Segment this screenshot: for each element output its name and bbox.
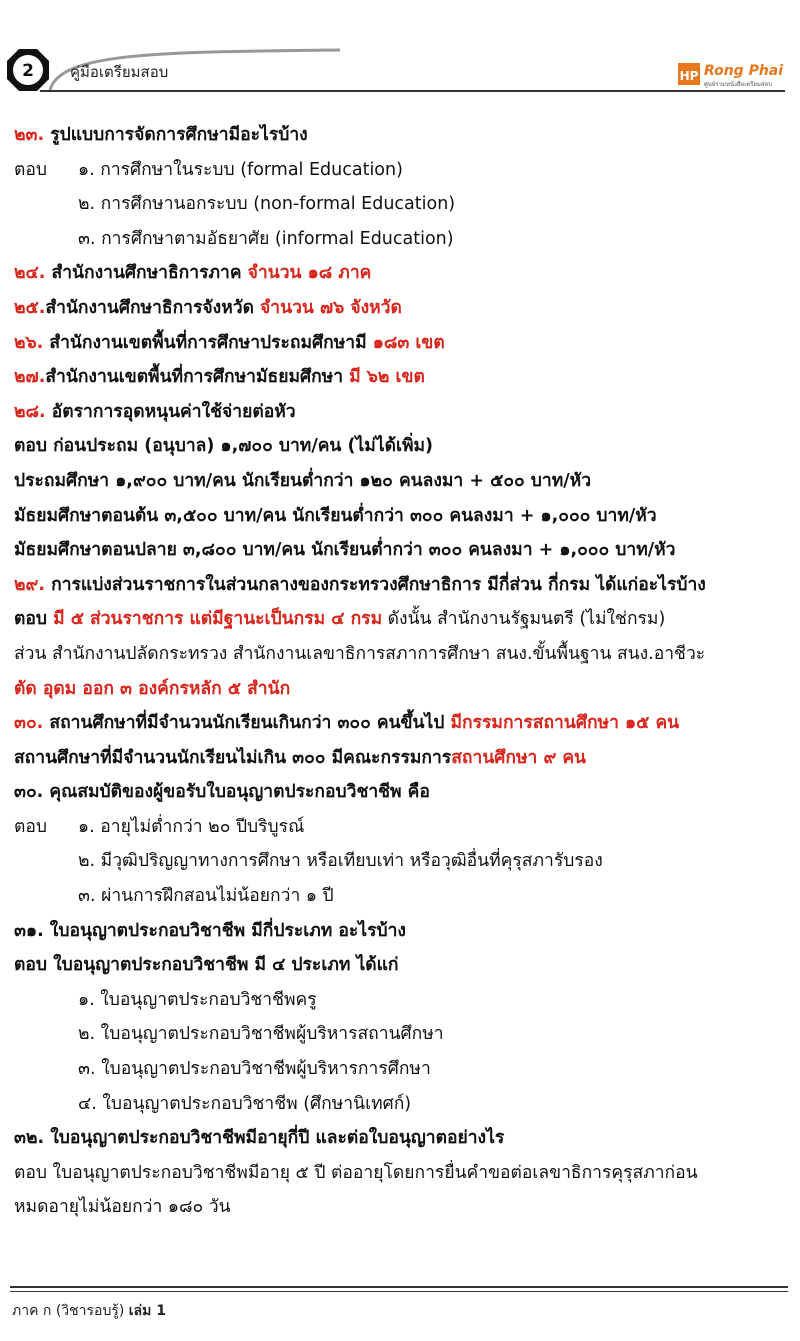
document-body	[14, 118, 786, 1225]
text-line	[14, 291, 786, 326]
text-segment: ส่วน สำนักงานปลัดกระทรวง สำนักงานเลขาธิการสภาการศึกษา สนง.ขั้นพื้นฐาน สนง.อาชีวะ	[14, 643, 706, 664]
text-segment: หมดอายุไม่น้อยกว่า ๑๘๐ วัน	[14, 1197, 231, 1218]
text-line	[14, 499, 786, 534]
text-segment: สำนักงานเขตพื้นที่การศึกษามัธยมศึกษา	[45, 367, 350, 388]
text-line	[14, 1087, 786, 1122]
text-segment: มัธยมศึกษาตอนต้น ๓,๕๐๐ บาท/คน นักเรียนต่ำกว่า ๓๐๐ คนลงมา + ๑,๐๐๐ บาท/หัว	[14, 505, 657, 526]
text-segment: ตอบ ก่อนประถม (อนุบาล) ๑,๗๐๐ บาท/คน (ไม่ได้เพิ่ม)	[14, 436, 434, 457]
text-segment: ดังนั้น สำนักงานรัฐมนตรี (ไม่ใช่กรม)	[382, 609, 666, 630]
text-segment: ๓. การศึกษาตามอัธยาศัย (informal Education)	[78, 228, 454, 249]
text-segment: ๒๕.	[14, 297, 46, 318]
text-segment: ๑. การศึกษาในระบบ (formal Education)	[78, 159, 403, 180]
text-segment: มี ๖๒ เขต	[349, 367, 425, 388]
footer-section-label: ภาค ก (วิชารอบรู้)	[12, 1303, 129, 1319]
text-line	[14, 568, 786, 603]
text-line	[14, 256, 786, 291]
header-title: คู่มือเตรียมสอบ	[70, 63, 169, 81]
text-segment: ๒๘.	[14, 401, 52, 422]
text-segment: ๑. อายุไม่ต่ำกว่า ๒๐ ปีบริบูรณ์	[78, 816, 305, 837]
text-segment: ๓๑. ใบอนุญาตประกอบวิชาชีพ มีกี่ประเภท อะไรบ้าง	[14, 920, 406, 941]
footer-volume: เล่ม 1	[128, 1303, 166, 1319]
text-segment: อัตราการอุดหนุนค่าใช้จ่ายต่อหัว	[51, 401, 296, 422]
text-line	[14, 1017, 786, 1052]
svg-text:HP: HP	[679, 69, 699, 83]
text-segment: ตอบ ใบอนุญาตประกอบวิชาชีพ มี ๔ ประเภท ได้แก่	[14, 955, 399, 976]
text-line	[14, 810, 786, 845]
text-segment: จำนวน ๗๖ จังหวัด	[260, 297, 402, 318]
svg-text:Rong Phai: Rong Phai	[704, 63, 784, 79]
text-line	[14, 706, 786, 741]
text-segment: ๔. ใบอนุญาตประกอบวิชาชีพ (ศึกษานิเทศก์)	[78, 1093, 412, 1114]
text-line	[14, 429, 786, 464]
text-segment: ๒๖.	[14, 332, 50, 353]
text-line	[14, 775, 786, 810]
text-segment: มี ๕ ส่วนราชการ แต่มีฐานะเป็นกรม ๔ กรม	[53, 609, 383, 630]
text-line	[14, 222, 786, 257]
text-line	[14, 844, 786, 879]
answer-label: ตอบ	[14, 816, 47, 837]
text-segment: จำนวน ๑๘ ภาค	[247, 263, 372, 284]
page-footer	[12, 1300, 166, 1322]
text-segment: ตัด อุดม ออก ๓ องค์กรหลัก ๕ สำนัก	[14, 678, 291, 699]
text-segment: สถานศึกษาที่มีจำนวนนักเรียนเกินกว่า ๓๐๐ คนขึ้นไป	[49, 713, 451, 734]
footer-divider-thin	[10, 1291, 788, 1292]
text-segment: ๒๔.	[14, 263, 52, 284]
text-line	[14, 533, 786, 568]
text-line	[14, 602, 786, 637]
brand-logo	[678, 55, 788, 89]
text-line	[14, 879, 786, 914]
text-line	[14, 1156, 786, 1191]
text-segment: ๓. ใบอนุญาตประกอบวิชาชีพผู้บริหารการศึกษา	[78, 1059, 431, 1080]
text-segment: การแบ่งส่วนราชการในส่วนกลางของกระทรวงศึกษาธิการ มีกี่ส่วน กี่กรม ได้แก่อะไรบ้าง	[51, 574, 706, 595]
text-segment: ๒. มีวุฒิปริญญาทางการศึกษา หรือเทียบเท่า หรือวุฒิอื่นที่คุรุสภารับรอง	[78, 851, 603, 872]
text-segment: ๓๐.	[14, 713, 50, 734]
svg-text:ศูนย์รวมหนังสือเตรียมสอบ: ศูนย์รวมหนังสือเตรียมสอบ	[704, 81, 772, 88]
text-line	[14, 153, 786, 188]
header-divider	[40, 90, 785, 92]
text-segment: ๓๒. ใบอนุญาตประกอบวิชาชีพมีอายุกี่ปี และต่อใบอนุญาตอย่างไร	[14, 1128, 505, 1149]
text-segment: สถานศึกษาที่มีจำนวนนักเรียนไม่เกิน ๓๐๐ มีคณะกรรมการ	[14, 747, 452, 768]
text-line	[14, 360, 786, 395]
text-line	[14, 914, 786, 949]
text-segment: ๑๘๓ เขต	[372, 332, 445, 353]
svg-text:2: 2	[22, 61, 34, 81]
text-line	[14, 983, 786, 1018]
text-segment: ๒๓.	[14, 125, 51, 145]
text-line	[14, 395, 786, 430]
text-line	[14, 1190, 786, 1225]
text-segment: ๒. ใบอนุญาตประกอบวิชาชีพผู้บริหารสถานศึกษา	[78, 1024, 444, 1045]
text-segment: ๒๙.	[14, 574, 52, 595]
text-line	[14, 464, 786, 499]
text-segment: สำนักงานศึกษาธิการภาค	[51, 263, 248, 284]
footer-divider	[10, 1286, 788, 1288]
text-segment: ๒. การศึกษานอกระบบ (non-formal Education)	[78, 194, 456, 215]
text-segment: ประถมศึกษา ๑,๙๐๐ บาท/คน นักเรียนต่ำกว่า ๑๒๐ คนลงมา + ๕๐๐ บาท/หัว	[14, 470, 592, 491]
text-line	[14, 326, 786, 361]
text-line	[14, 118, 786, 153]
answer-label: ตอบ	[14, 159, 47, 180]
text-segment: ๒๗.	[14, 367, 46, 388]
text-line	[14, 637, 786, 672]
text-line	[14, 672, 786, 707]
text-line	[14, 948, 786, 983]
text-line	[14, 187, 786, 222]
text-line	[14, 1121, 786, 1156]
text-segment: ๑. ใบอนุญาตประกอบวิชาชีพครู	[78, 989, 317, 1010]
text-segment: ตอบ	[14, 609, 54, 630]
text-segment: สำนักงานศึกษาธิการจังหวัด	[45, 297, 261, 318]
text-line	[14, 741, 786, 776]
text-segment: สถานศึกษา ๙ คน	[451, 747, 587, 768]
page-header	[0, 0, 800, 110]
text-line	[14, 1052, 786, 1087]
text-segment: ตอบ ใบอนุญาตประกอบวิชาชีพมีอายุ ๕ ปี ต่ออายุโดยการยื่นคำขอต่อเลขาธิการคุรุสภาก่อน	[14, 1162, 698, 1183]
text-segment: รูปแบบการจัดการศึกษามีอะไรบ้าง	[50, 125, 308, 145]
text-segment: มีกรรมการสถานศึกษา ๑๕ คน	[450, 713, 680, 734]
text-segment: ๓. ผ่านการฝึกสอนไม่น้อยกว่า ๑ ปี	[78, 886, 334, 907]
text-segment: มัธยมศึกษาตอนปลาย ๓,๘๐๐ บาท/คน นักเรียนต่ำกว่า ๓๐๐ คนลงมา + ๑,๐๐๐ บาท/หัว	[14, 540, 676, 561]
text-segment: ๓๐. คุณสมบัติของผู้ขอรับใบอนุญาตประกอบวิชาชีพ คือ	[14, 782, 430, 803]
text-segment: สำนักงานเขตพื้นที่การศึกษาประถมศึกษามี	[49, 332, 373, 353]
